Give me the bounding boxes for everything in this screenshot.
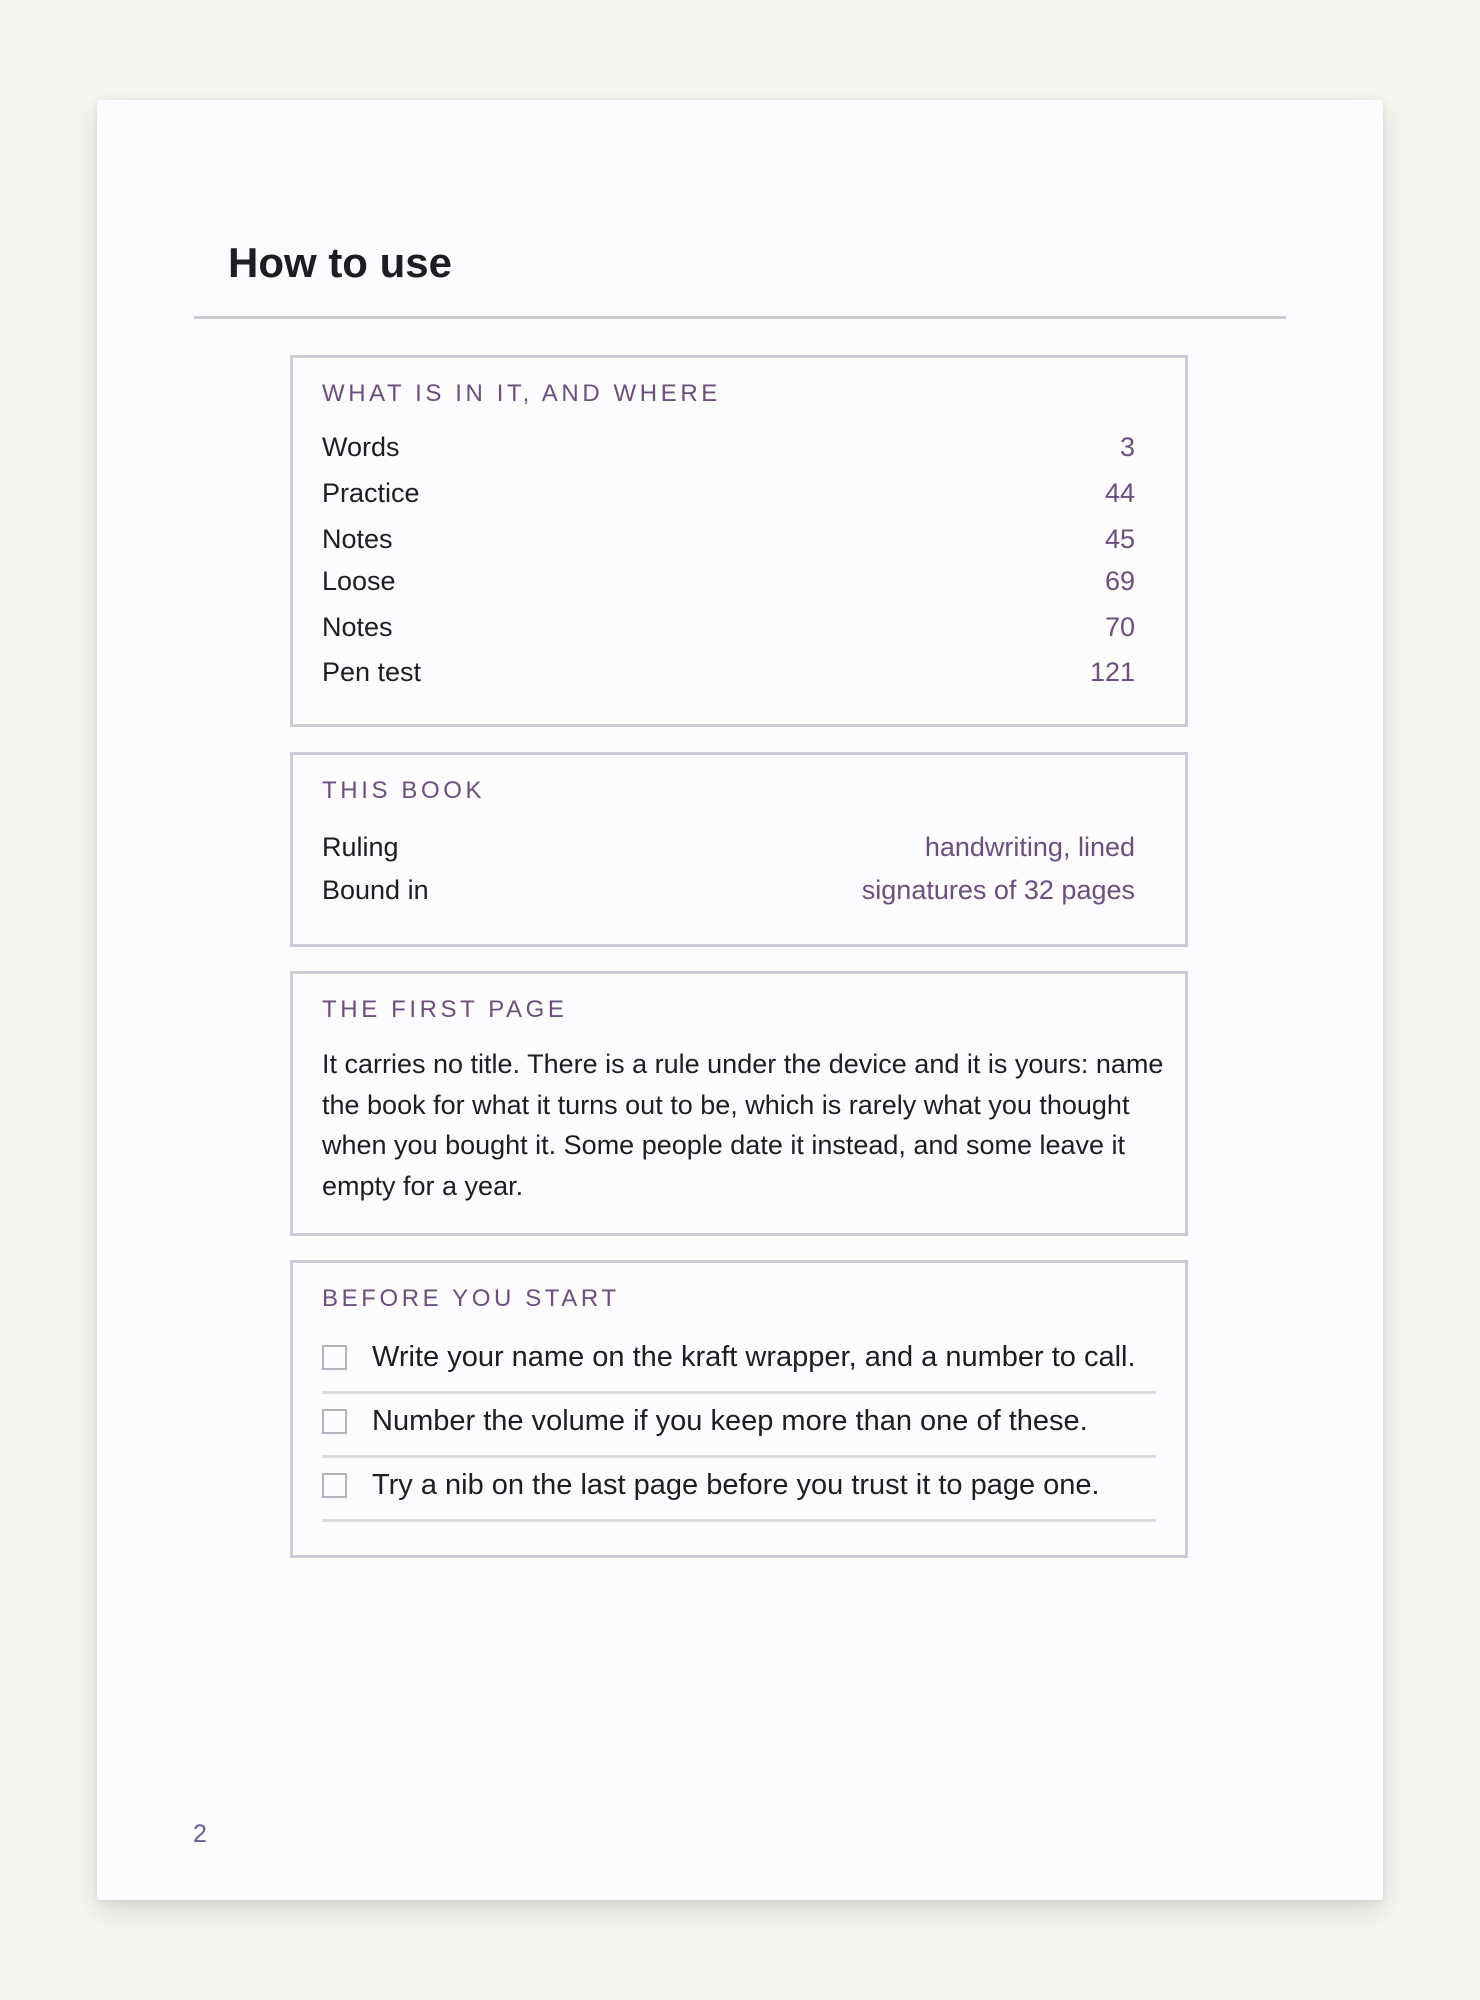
page-title: How to use [228, 239, 453, 286]
first-page-heading: THE FIRST PAGE [322, 996, 568, 1023]
contents-row-label: Loose [322, 566, 396, 596]
contents-row-page: 121 [1089, 657, 1135, 687]
checklist-item-label: Try a nib on the last page before you trust it to page one. [372, 1469, 1100, 1501]
contents-row-page: 69 [1104, 566, 1135, 596]
page-number: 2 [193, 1820, 207, 1848]
this-book-heading: THIS BOOK [322, 777, 486, 804]
contents-row-label: Words [322, 432, 400, 462]
this-book-box [290, 752, 1188, 947]
contents-row-page: 44 [1104, 478, 1135, 508]
checkbox[interactable] [322, 1473, 347, 1498]
title-rule [194, 316, 1286, 319]
checklist-item-label: Number the volume if you keep more than one of these. [372, 1405, 1088, 1437]
spec-row [322, 873, 1135, 907]
contents-heading: WHAT IS IN IT, AND WHERE [322, 380, 721, 407]
spec-row [322, 830, 1135, 864]
first-page-text: It carries no title. There is a rule under the device and it is yours: name the book for what it turns out to be, which is rarely what you thought when you bought it. Some people date it instead, and some leave it empty for a year. [322, 1049, 1164, 1201]
checklist-item[interactable] [322, 1393, 1156, 1458]
spec-value: handwriting, lined [924, 832, 1135, 862]
contents-row-label: Notes [322, 524, 393, 554]
contents-row [322, 564, 1135, 598]
contents-row-page: 70 [1104, 612, 1135, 642]
contents-box [290, 355, 1188, 727]
checkbox[interactable] [322, 1345, 347, 1370]
before-you-start-heading: BEFORE YOU START [322, 1285, 620, 1312]
spec-value: signatures of 32 pages [861, 875, 1135, 905]
checklist-item[interactable] [322, 1329, 1156, 1394]
contents-row-label: Practice [322, 478, 420, 508]
checklist-item-label: Write your name on the kraft wrapper, and a number to call. [372, 1341, 1136, 1373]
checklist-item[interactable] [322, 1457, 1156, 1522]
page-sheet [97, 100, 1383, 1900]
contents-row [322, 610, 1135, 644]
contents-row [322, 655, 1135, 689]
contents-row-page: 45 [1104, 524, 1135, 554]
checkbox[interactable] [322, 1409, 347, 1434]
contents-row [322, 476, 1135, 510]
first-page-box [290, 971, 1188, 1236]
contents-row-label: Pen test [322, 657, 422, 687]
before-you-start-box [290, 1260, 1188, 1558]
contents-row-label: Notes [322, 612, 393, 642]
contents-row [322, 522, 1135, 556]
spec-label: Ruling [322, 832, 399, 862]
spec-label: Bound in [322, 875, 429, 905]
contents-row [322, 430, 1135, 464]
contents-row-page: 3 [1119, 432, 1135, 462]
